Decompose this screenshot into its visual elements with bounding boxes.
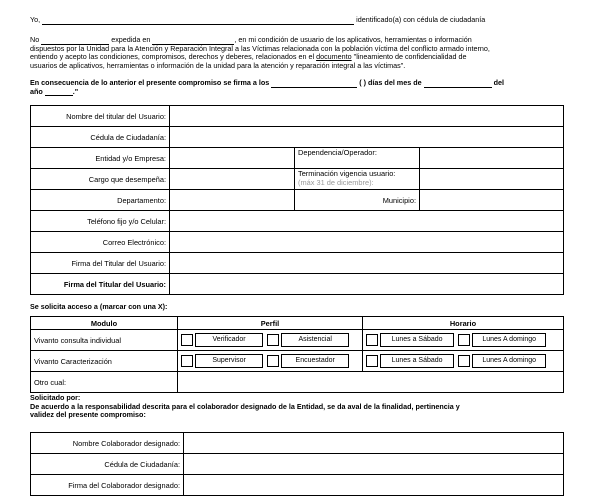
checkbox-lunes-sabado-1[interactable] [366, 334, 378, 346]
firma-label: Firma del Titular del Usuario: [31, 253, 170, 274]
firma-field[interactable] [170, 253, 564, 274]
horario-cell-2 [363, 351, 564, 372]
modulo-consulta: Vivanto consulta individual [31, 330, 178, 351]
colaborador-firma-label: Firma del Colaborador designado: [31, 475, 184, 496]
telefono-field[interactable] [170, 211, 564, 232]
perfil-cell-2 [178, 351, 363, 372]
table-row [31, 127, 564, 148]
identificado-label: identificado(a) con cédula de ciudadanía [356, 15, 486, 24]
terminacion-field[interactable] [420, 169, 564, 190]
lunes-domingo-option: Lunes A domingo [472, 333, 546, 347]
solicitado-section: Solicitado por: De acuerdo a la responsabilidad descrita para el colaborador designado de la Entidad, se da aval de la finalidad, pertinencia y validez del presente compromiso: [30, 393, 460, 420]
lunes-sabado-option-2: Lunes a Sábado [380, 354, 454, 368]
table-row [31, 253, 564, 274]
municipio-label: Municipio: [295, 190, 420, 211]
colaborador-firma-field[interactable] [184, 475, 564, 496]
table-row [31, 211, 564, 232]
checkbox-asistencial[interactable] [267, 334, 279, 346]
checkbox-lunes-domingo-2[interactable] [458, 355, 470, 367]
cargo-label: Cargo que desempeña: [31, 169, 170, 190]
col-modulo: Modulo [31, 317, 178, 330]
encuestador-option: Encuestador [281, 354, 349, 368]
yo-label: Yo, [30, 15, 41, 24]
col-perfil: Perfil [178, 317, 363, 330]
year-blank[interactable] [45, 88, 73, 96]
intro-line-1 [30, 16, 575, 25]
access-table [30, 316, 564, 393]
table-row [31, 274, 564, 295]
supervisor-option: Supervisor [195, 354, 263, 368]
checkbox-lunes-sabado-2[interactable] [366, 355, 378, 367]
checkbox-encuestador[interactable] [267, 355, 279, 367]
table-row [31, 475, 564, 496]
consequence-line: En consecuencia de lo anterior el presente compromiso se firma a los ( ) días del mes de del año ." [30, 78, 504, 96]
user-info-table [30, 105, 564, 295]
table-row [31, 169, 564, 190]
day-blank[interactable] [271, 80, 357, 88]
lunes-domingo-option-2: Lunes A domingo [472, 354, 546, 368]
lunes-sabado-option: Lunes a Sábado [380, 333, 454, 347]
colaborador-name-field[interactable] [184, 433, 564, 454]
municipio-field[interactable] [420, 190, 564, 211]
name-blank[interactable] [42, 17, 354, 25]
cedula-field[interactable] [170, 127, 564, 148]
access-row [31, 372, 564, 393]
checkbox-lunes-domingo-1[interactable] [458, 334, 470, 346]
entidad-label: Entidad y/o Empresa: [31, 148, 170, 169]
table-row [31, 232, 564, 253]
telefono-label: Teléfono fijo y/o Celular: [31, 211, 170, 232]
dependencia-field[interactable] [420, 148, 564, 169]
checkbox-verificador[interactable] [181, 334, 193, 346]
departamento-field[interactable] [170, 190, 295, 211]
firma-label-bold: Firma del Titular del Usuario: [31, 274, 170, 295]
colaborador-name-label: Nombre Colaborador designado: [31, 433, 184, 454]
table-row [31, 433, 564, 454]
solicitado-title: Solicitado por: [30, 393, 81, 402]
titular-name-field[interactable] [170, 106, 564, 127]
colaborador-cedula-label: Cédula de Ciudadanía: [31, 454, 184, 475]
month-blank[interactable] [424, 80, 492, 88]
checkbox-supervisor[interactable] [181, 355, 193, 367]
correo-label: Correo Electrónico: [31, 232, 170, 253]
titular-name-label: Nombre del titular del Usuario: [31, 106, 170, 127]
collaborator-table [30, 432, 564, 496]
correo-field[interactable] [170, 232, 564, 253]
colaborador-cedula-field[interactable] [184, 454, 564, 475]
access-row [31, 330, 564, 351]
departamento-label: Departamento: [31, 190, 170, 211]
cedula-label: Cédula de Ciudadanía: [31, 127, 170, 148]
dependencia-label: Dependencia/Operador: [295, 148, 420, 169]
col-horario: Horario [363, 317, 564, 330]
access-header-row [31, 317, 564, 330]
intro-paragraph: No expedida en , en mi condición de usuario de los aplicativos, herramientas o información dispuestos por la Unidad para la Atención y Reparación Integral a las Víctimas relacionada con la población víctima del conflicto armado interno, entiendo y acepto las condiciones, compromisos, derechos y deberes, relacionados en el documento "lineamiento de confidencialidad de usuarios de aplicativos, herramientas o información de la unidad para la atención y reparación integral a las víctimas". [30, 35, 490, 70]
table-row [31, 106, 564, 127]
otro-field[interactable] [178, 372, 564, 393]
horario-cell-1 [363, 330, 564, 351]
perfil-cell-1 [178, 330, 363, 351]
table-row [31, 148, 564, 169]
terminacion-cell: Terminación vigencia usuario: (máx 31 de diciembre): [295, 169, 420, 190]
entidad-field[interactable] [170, 148, 295, 169]
modulo-caracterizacion: Vivanto Caracterización [31, 351, 178, 372]
access-title: Se solicita acceso a (marcar con una X): [30, 302, 168, 311]
access-row [31, 351, 564, 372]
firma-field-2[interactable] [170, 274, 564, 295]
table-row [31, 190, 564, 211]
verificador-option: Verificador [195, 333, 263, 347]
table-row [31, 454, 564, 475]
asistencial-option: Asistencial [281, 333, 349, 347]
modulo-otro: Otro cual: [31, 372, 178, 393]
cargo-field[interactable] [170, 169, 295, 190]
